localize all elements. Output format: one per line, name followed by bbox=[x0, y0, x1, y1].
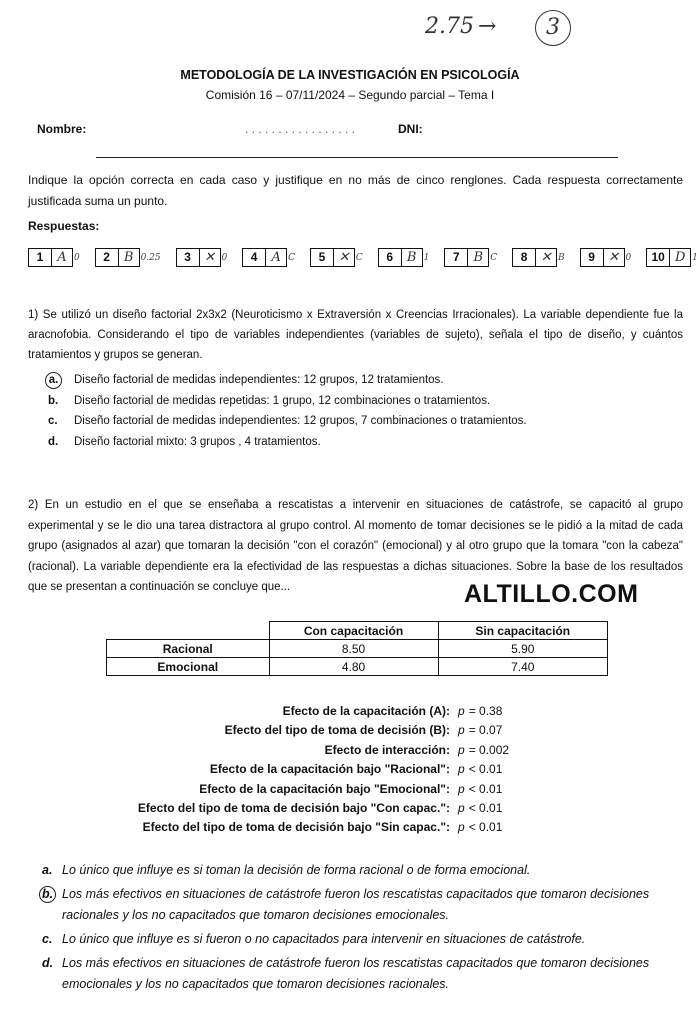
name-dots: . . . . . . . . . . . . . . . . . bbox=[245, 122, 356, 136]
exam-title: METODOLOGÍA DE LA INVESTIGACIÓN EN PSICOLOGÍA bbox=[180, 68, 520, 82]
p-symbol: p bbox=[458, 704, 465, 718]
answer-number: 7 bbox=[444, 248, 468, 267]
table-cell: 7.40 bbox=[438, 658, 608, 676]
grader-mark: 0 bbox=[221, 252, 228, 263]
answer-value: A bbox=[266, 248, 287, 267]
table-cell: 8.50 bbox=[269, 640, 438, 658]
exam-subtitle: Comisión 16 – 07/11/2024 – Segundo parcial – Tema I bbox=[205, 88, 495, 102]
table-header: Sin capacitación bbox=[438, 622, 608, 640]
effect-label: Efecto de interacción: bbox=[324, 742, 450, 757]
table-row-label: Racional bbox=[107, 640, 270, 658]
grader-mark: B bbox=[558, 252, 565, 263]
option-letter bbox=[48, 391, 74, 412]
effect-label: Efecto del tipo de toma de decisión bajo "Sin capac.": bbox=[142, 820, 450, 835]
q1-options bbox=[48, 370, 527, 452]
effect-label: Efecto del tipo de toma de decisión bajo "Con capac.": bbox=[137, 801, 450, 816]
q2-text: 2) En un estudio en el que se enseñaba a rescatistas a intervenir en situaciones de catástrofe, se capacitó al grupo experimental y se le dio una tarea distractora al grupo control. Al momento de tomar decisiones se le pidió a la mitad de cada grupo (asignados al azar) que tomaran la decisión "con el corazón" (emocional) y al otro grupo que la tomara "con la cabeza" (racional). La variable dependiente era la efectividad de las respuestas a dichas situaciones. Sobre la base de los resultados que se presentan a continuación se concluye que... bbox=[28, 499, 683, 593]
p-value: = 0.38 bbox=[468, 704, 503, 718]
p-value: = 0.002 bbox=[468, 742, 510, 757]
name-label: Nombre: bbox=[37, 122, 87, 136]
answer-value: D bbox=[670, 248, 691, 267]
instructions: Indique la opción correcta en cada caso y justifique en no más de cinco renglones. Cada respuesta correctamente justificada suma un punto. bbox=[28, 173, 683, 208]
answer-value: B bbox=[119, 248, 140, 267]
table-header: Con capacitación bbox=[269, 622, 438, 640]
effect-row bbox=[60, 721, 510, 740]
option-letter bbox=[48, 411, 74, 432]
option-letter bbox=[28, 929, 62, 950]
p-value: < 0.01 bbox=[468, 801, 503, 816]
p-symbol: p bbox=[458, 801, 465, 816]
q1-text: 1) Se utilizó un diseño factorial 2x3x2 (Neuroticismo x Extraversión x Creencias Irracionales). La variable dependiente fue la aracnofobia. Considerando el tipo de variables independientes (variables de sujeto), señala el tipo de diseño, y cuántos tratamientos y grupos se generan. bbox=[28, 309, 683, 361]
answer-value: ✕ bbox=[604, 248, 625, 267]
answer-number: 2 bbox=[95, 248, 119, 267]
effect-row bbox=[60, 702, 510, 721]
grader-mark: C bbox=[490, 252, 498, 263]
answer-box bbox=[28, 248, 80, 267]
divider bbox=[96, 157, 618, 158]
answer-box bbox=[580, 248, 632, 267]
table-header-row bbox=[107, 622, 608, 640]
option-item bbox=[28, 929, 688, 950]
answer-box bbox=[512, 248, 565, 267]
table-cell: 5.90 bbox=[438, 640, 608, 658]
option-letter-text: a. bbox=[45, 372, 62, 389]
p-value: < 0.01 bbox=[468, 781, 503, 796]
option-item bbox=[28, 860, 688, 881]
grader-mark: 0.25 bbox=[140, 252, 161, 263]
p-symbol: p bbox=[458, 723, 465, 738]
option-letter bbox=[48, 370, 74, 391]
effect-label: Efecto de la capacitación bajo "Emocional": bbox=[199, 781, 450, 796]
answer-number: 3 bbox=[176, 248, 200, 267]
p-value: = 0.07 bbox=[468, 723, 503, 738]
table-row bbox=[107, 658, 608, 676]
grader-mark: 0 bbox=[74, 252, 80, 263]
answer-value: ✕ bbox=[200, 248, 221, 267]
option-text: Lo único que influye es si fueron o no capacitados para intervenir en situaciones de catástrofe. bbox=[62, 932, 586, 946]
answer-boxes bbox=[28, 248, 698, 267]
table-corner bbox=[107, 622, 270, 640]
p-value: < 0.01 bbox=[468, 820, 503, 835]
option-letter bbox=[28, 884, 62, 926]
answer-number: 8 bbox=[512, 248, 536, 267]
answer-number: 1 bbox=[28, 248, 52, 267]
option-item bbox=[48, 411, 527, 432]
answer-number: 5 bbox=[310, 248, 334, 267]
answer-box bbox=[310, 248, 363, 267]
option-text: Los más efectivos en situaciones de catástrofe fueron los rescatistas capacitados que tomaron decisiones emocionales y los no capacitados que tomaron decisiones racionales. bbox=[62, 956, 650, 991]
q2-options bbox=[28, 860, 688, 998]
option-text: Lo único que influye es si toman la decisión de forma racional o de forma emocional. bbox=[62, 863, 531, 877]
option-letter-text: c. bbox=[42, 932, 53, 946]
effect-row bbox=[60, 780, 510, 799]
effects-list bbox=[60, 702, 510, 838]
option-letter-text: d. bbox=[42, 956, 54, 970]
option-letter-text: b. bbox=[48, 394, 59, 407]
grader-mark: 0 bbox=[625, 252, 632, 263]
effect-label: Efecto de la capacitación bajo "Racional": bbox=[209, 762, 450, 777]
effect-label: Efecto del tipo de toma de decisión (B): bbox=[224, 723, 450, 738]
option-text: Diseño factorial de medidas repetidas: 1 grupo, 12 combinaciones o tratamientos. bbox=[74, 394, 491, 407]
p-value: < 0.01 bbox=[468, 762, 503, 777]
answer-value: A bbox=[52, 248, 73, 267]
option-letter-text: a. bbox=[42, 863, 53, 877]
p-symbol: p bbox=[458, 781, 465, 796]
grader-mark: 1 bbox=[423, 252, 430, 263]
option-letter bbox=[28, 953, 62, 995]
p-symbol: p bbox=[458, 762, 465, 777]
effect-row bbox=[60, 741, 510, 760]
p-symbol: p bbox=[458, 820, 465, 835]
table-cell: 4.80 bbox=[269, 658, 438, 676]
option-letter-text: d. bbox=[48, 435, 59, 448]
option-text: Diseño factorial mixto: 3 grupos , 4 tratamientos. bbox=[74, 435, 321, 448]
answer-box bbox=[176, 248, 228, 267]
option-letter bbox=[28, 860, 62, 881]
option-item bbox=[28, 884, 688, 926]
answer-number: 10 bbox=[646, 248, 670, 267]
option-text: Los más efectivos en situaciones de catástrofe fueron los rescatistas capacitados que tomaron decisiones racionales y los no capacitados que tomaron decisiones emocionales. bbox=[62, 887, 650, 922]
answer-box bbox=[378, 248, 430, 267]
grade-final: 3 bbox=[535, 10, 571, 46]
grader-mark: C bbox=[355, 252, 363, 263]
answer-value: ✕ bbox=[536, 248, 557, 267]
grade-raw: 2.75 bbox=[425, 14, 474, 39]
option-item bbox=[48, 370, 527, 391]
effect-row bbox=[60, 799, 510, 818]
dni-label: DNI: bbox=[398, 122, 423, 136]
answer-value: B bbox=[468, 248, 489, 267]
option-text: Diseño factorial de medidas independientes: 12 grupos, 12 tratamientos. bbox=[74, 374, 444, 386]
table-row bbox=[107, 640, 608, 658]
effect-row bbox=[60, 760, 510, 779]
option-letter-text: c. bbox=[48, 415, 58, 427]
answer-box bbox=[444, 248, 497, 267]
table-row-label: Emocional bbox=[107, 658, 270, 676]
answer-number: 9 bbox=[580, 248, 604, 267]
grader-mark: C bbox=[288, 252, 296, 263]
effect-row bbox=[60, 818, 510, 837]
answer-box bbox=[646, 248, 698, 267]
option-letter bbox=[48, 432, 74, 453]
answers-label: Respuestas: bbox=[28, 219, 100, 233]
answer-box bbox=[242, 248, 295, 267]
answer-box bbox=[95, 248, 161, 267]
answer-number: 6 bbox=[378, 248, 402, 267]
grader-mark: 1 bbox=[692, 252, 698, 263]
results-table bbox=[106, 621, 608, 676]
option-item bbox=[48, 432, 527, 453]
option-item bbox=[28, 953, 688, 995]
p-symbol: p bbox=[458, 742, 465, 757]
answer-value: B bbox=[402, 248, 423, 267]
effect-label: Efecto de la capacitación (A): bbox=[282, 704, 450, 718]
option-letter-text: b. bbox=[39, 886, 56, 903]
answer-value: ✕ bbox=[334, 248, 355, 267]
grade-arrow: → bbox=[478, 14, 497, 39]
option-item bbox=[48, 391, 527, 412]
option-text: Diseño factorial de medidas independientes: 12 grupos, 7 combinaciones o tratamientos. bbox=[74, 415, 527, 427]
answer-number: 4 bbox=[242, 248, 266, 267]
watermark: ALTILLO.COM bbox=[464, 580, 639, 608]
